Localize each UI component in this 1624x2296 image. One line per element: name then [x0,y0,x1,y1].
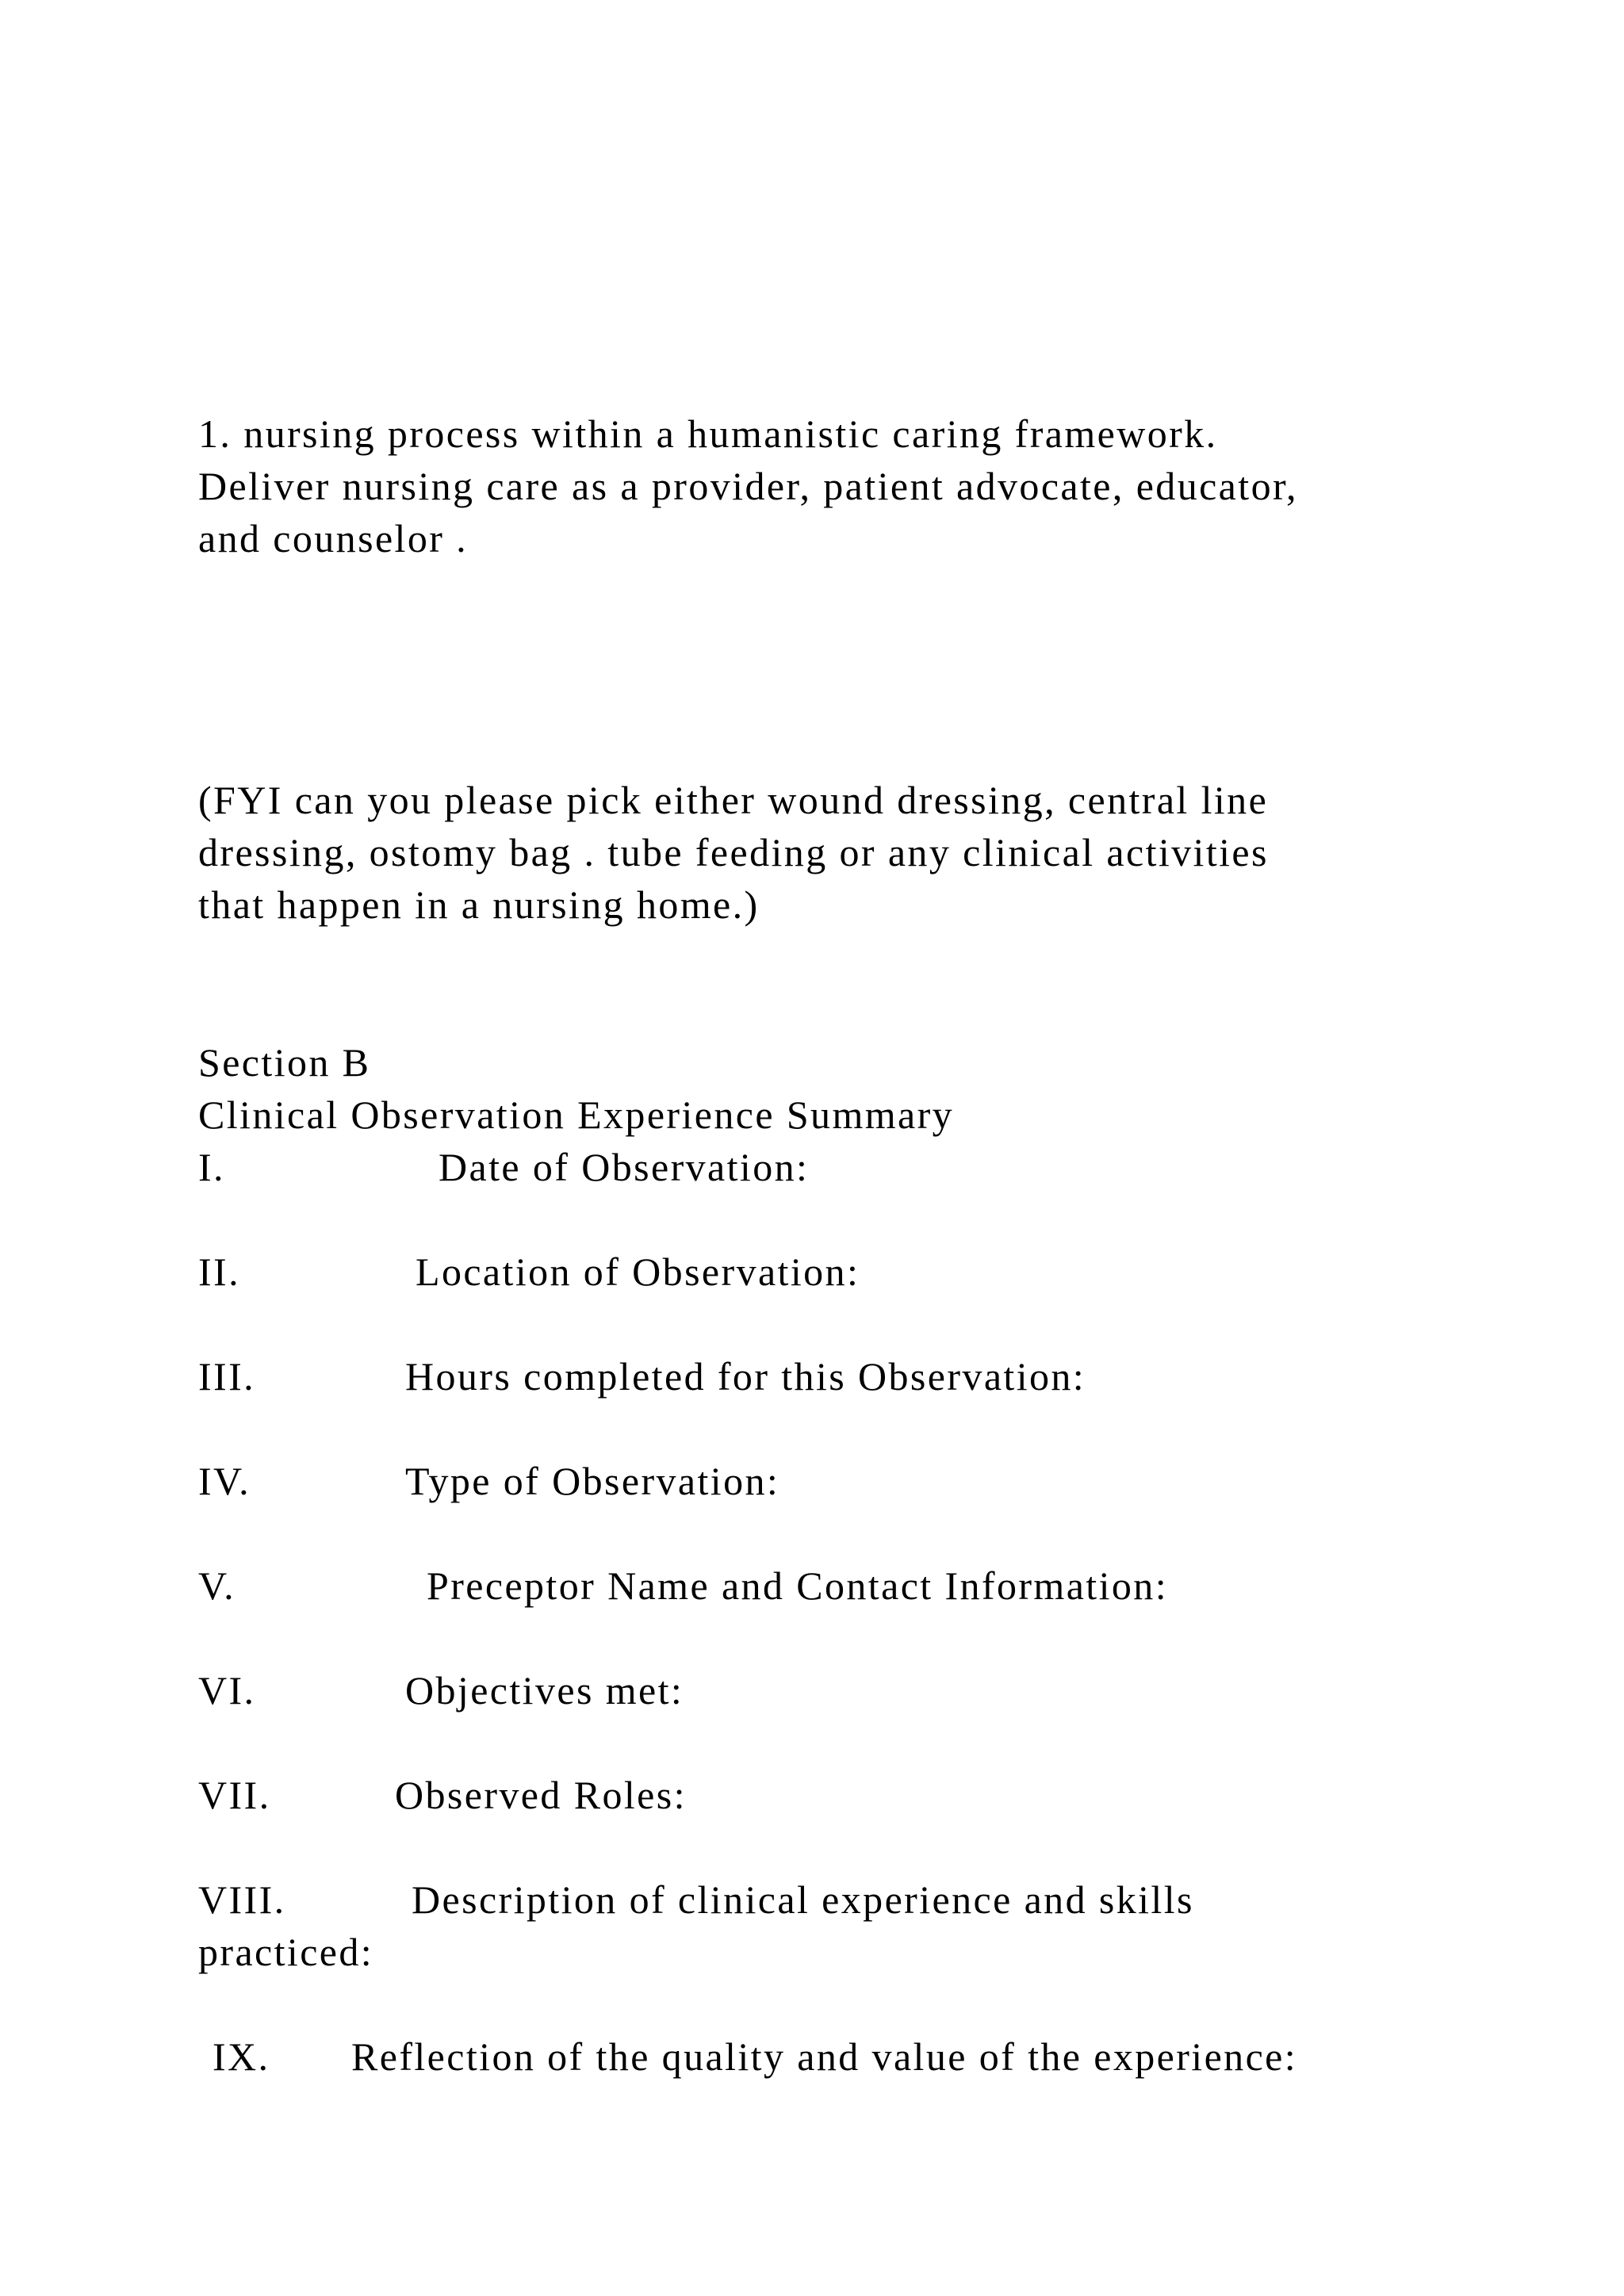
item-number: V. [198,1563,236,1608]
section-title: Clinical Observation Experience Summary [198,1093,955,1137]
item-label: Hours completed for this Observation: [405,1354,1086,1399]
intro-line-3: and counselor . [198,516,469,561]
item-label: Type of Observation: [405,1459,780,1503]
item-label-continuation: practiced: [198,1930,374,1974]
item-number: I. [198,1145,225,1189]
item-label: Date of Observation: [439,1145,810,1189]
note-line-2: dressing, ostomy bag . tube feeding or any clinical activities [198,830,1269,874]
item-number: III. [198,1354,256,1399]
item-number: VI. [198,1668,256,1712]
item-label: Objectives met: [405,1668,684,1712]
item-label: Observed Roles: [395,1773,687,1817]
item-label: Description of clinical experience and skills [412,1877,1194,1922]
item-number: IX. [213,2034,270,2079]
item-label: Preceptor Name and Contact Information: [427,1563,1168,1608]
note-line-3: that happen in a nursing home.) [198,882,760,927]
item-number: IV. [198,1459,251,1503]
intro-line-2: Deliver nursing care as a provider, patient advocate, educator, [198,464,1298,508]
item-label: Location of Observation: [416,1249,860,1294]
intro-line-1: 1. nursing process within a humanistic caring framework. [198,411,1218,456]
item-label: Reflection of the quality and value of the experience: [351,2034,1298,2079]
item-number: II. [198,1249,241,1294]
item-number: VIII. [198,1877,286,1922]
section-heading: Section B [198,1040,371,1085]
item-number: VII. [198,1773,271,1817]
note-line-1: (FYI can you please pick either wound dressing, central line [198,778,1269,822]
